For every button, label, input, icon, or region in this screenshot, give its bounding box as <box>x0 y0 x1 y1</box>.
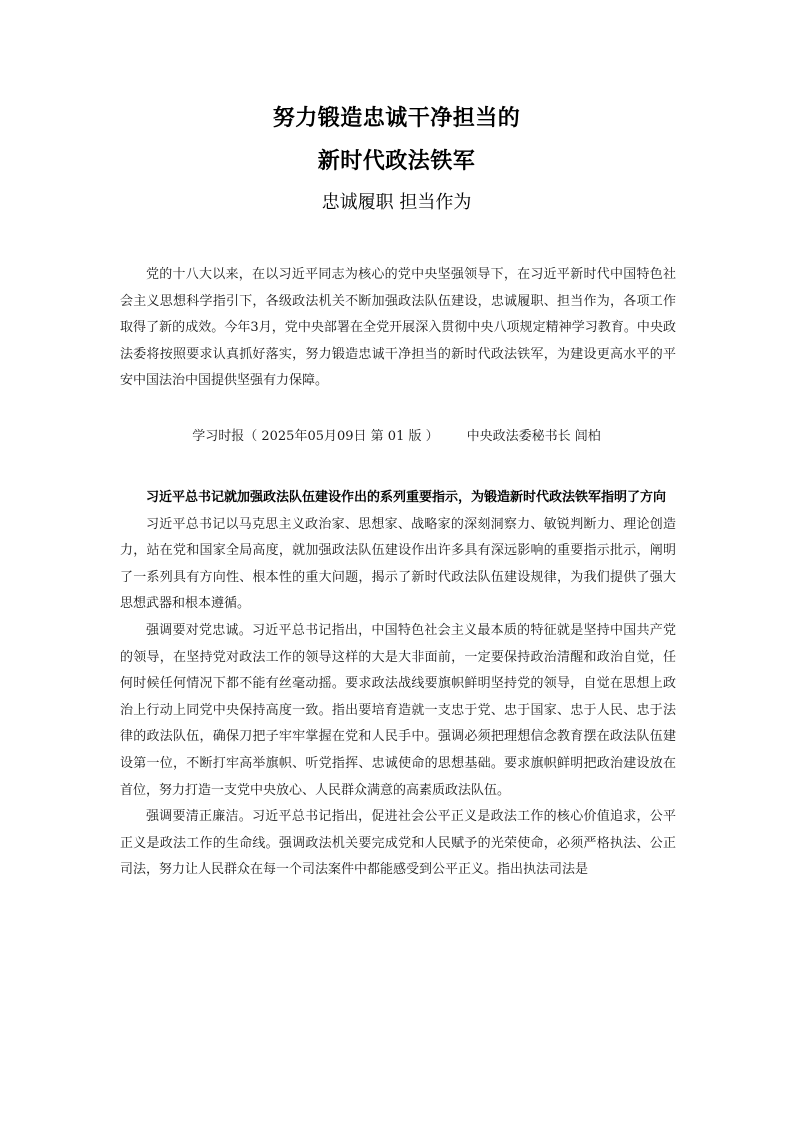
body-paragraph: 习近平总书记以马克思主义政治家、思想家、战略家的深刻洞察力、敏锐判断力、理论创造力，站在党和国家全局高度，就加强政法队伍建设作出许多具有深远影响的重要指示批示，阐明了一系列具有方向性、根本性的重大问题，揭示了新时代政法队伍建设规律，为我们提供了强大思想武器和根本遵循。 <box>120 516 676 612</box>
subtitle: 忠诚履职 担当作为 <box>321 192 472 213</box>
source-publication: 学习时报（ 2025年05月09日 第 01 版 ） <box>192 429 439 444</box>
body-paragraph: 强调要对党忠诚。习近平总书记指出，中国特色社会主义最本质的特征就是坚持中国共产党的领导，在坚持党对政法工作的领导这样的大是大非面前，一定要保持政治清醒和政治自觉，任何时候任何情况下都不能有丝毫动摇。要求政法战线要旗帜鲜明坚持党的领导，自觉在思想上政治上行动上同党中央保持高度一致。指出要培育造就一支忠于党、忠于国家、忠于人民、忠于法律的政法队伍，确保刀把子牢牢掌握在党和人民手中。强调必须把理想信念教育摆在政法队伍建设第一位，不断打牢高举旗帜、听党指挥、忠诚使命的思想基础。要求旗帜鲜明把政治建设放在首位，努力打造一支党中央放心、人民群众满意的高素质政法队伍。 <box>120 622 676 798</box>
intro-block <box>120 262 676 395</box>
source-line <box>0 426 793 448</box>
section-block <box>120 485 676 884</box>
author-byline: 中央政法委秘书长 闾柏 <box>466 429 601 444</box>
body-paragraph: 强调要清正廉洁。习近平总书记指出，促进社会公平正义是政法工作的核心价值追求，公平正义是政法工作的生命线。强调政法机关要完成党和人民赋予的光荣使命，必须严格执法、公正司法，努力让人民群众在每一个司法案件中都能感受到公平正义。指出执法司法是 <box>120 809 676 878</box>
title-line-2: 新时代政法铁军 <box>317 149 476 174</box>
title-line-1: 努力锻造忠诚干净担当的 <box>272 106 521 131</box>
section-heading: 习近平总书记就加强政法队伍建设作出的系列重要指示，为锻造新时代政法铁军指明了方向 <box>146 490 667 505</box>
intro-paragraph: 党的十八大以来，在以习近平同志为核心的党中央坚强领导下，在习近平新时代中国特色社会主义思想科学指引下，各级政法机关不断加强政法队伍建设，忠诚履职、担当作为，各项工作取得了新的成效。今年3月，党中央部署在全党开展深入贯彻中央八项规定精神学习教育。中央政法委将按照要求认真抓好落实，努力锻造忠诚干净担当的新时代政法铁军，为建设更高水平的平安中国法治中国提供坚强有力保障。 <box>120 267 676 389</box>
